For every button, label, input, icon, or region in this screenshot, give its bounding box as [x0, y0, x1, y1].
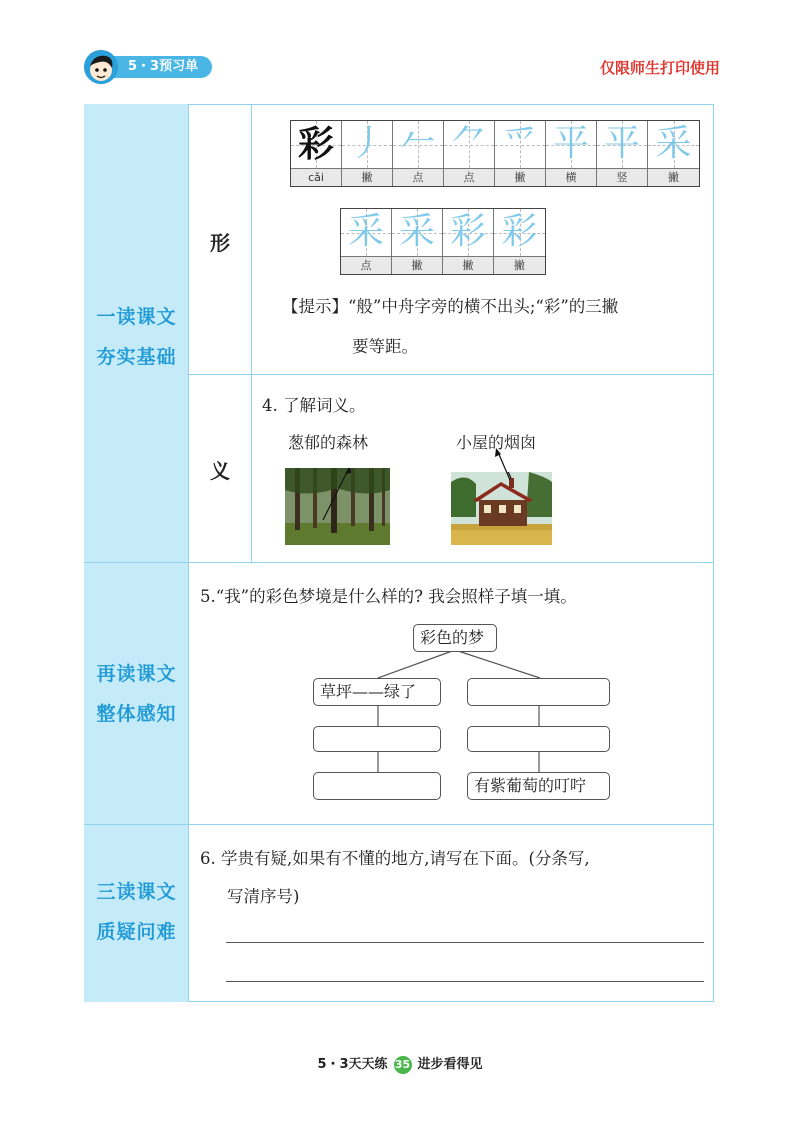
grid-cell [648, 121, 699, 186]
answer-line[interactable] [226, 942, 704, 943]
page-number: 35 [394, 1056, 412, 1074]
divider [84, 824, 714, 825]
grid-glyph: 平 [552, 123, 589, 164]
series-badge: 5・3预习单 [106, 56, 212, 78]
grid-cell [444, 121, 495, 186]
grid-glyph: 平 [603, 123, 640, 164]
hint-line-1: 【提示】“般”中舟字旁的横不出头;“彩”的三撇 [282, 297, 619, 316]
mind-map-left-1: 草坪——绿了 [313, 678, 441, 706]
mind-map-right-1[interactable] [467, 678, 610, 706]
chimney-arrow [490, 448, 520, 482]
mascot-icon [84, 50, 118, 84]
grid-label: cǎi [291, 169, 341, 186]
grid-label: 点 [341, 257, 391, 274]
hint-line-2: 要等距。 [352, 337, 418, 356]
divider [251, 104, 252, 562]
grid-glyph: ⺈ [450, 123, 487, 164]
grid-glyph: 采 [398, 211, 435, 252]
section-1-side [84, 104, 189, 562]
grid-glyph: 彩 [449, 211, 486, 252]
grid-cell [495, 121, 546, 186]
grid-label: 撇 [443, 257, 493, 274]
question-5: 5.“我”的彩色梦境是什么样的? 我会照样子填一填。 [200, 587, 577, 606]
grid-cell [393, 121, 444, 186]
question-4: 4. 了解词义。 [262, 396, 366, 415]
mind-map-root: 彩色的梦 [413, 624, 497, 652]
word-chimney: 小屋的烟囱 [456, 433, 537, 452]
grid-glyph: 彩 [501, 211, 538, 252]
grid-label: 撇 [494, 257, 545, 274]
section-1-title: 一读课文 [96, 306, 177, 328]
house-photo [451, 472, 552, 545]
divider [84, 562, 714, 563]
grid-glyph: 𠂉 [399, 123, 436, 164]
grid-cell [597, 121, 648, 186]
grid-label: 点 [444, 169, 494, 186]
section-2-title: 再读课文 [96, 663, 177, 685]
section-1-subtitle: 夯实基础 [96, 346, 177, 368]
grid-cell [546, 121, 597, 186]
stroke-order-grid [290, 120, 700, 187]
grid-cell [392, 209, 443, 274]
grid-label: 撇 [495, 169, 545, 186]
section-3-subtitle: 质疑问难 [96, 921, 177, 943]
page-header [84, 50, 724, 84]
section-2-side [84, 562, 189, 824]
page-footer [0, 1053, 800, 1074]
mind-map-left-2[interactable] [313, 726, 441, 752]
meaning-label: 义 [210, 459, 230, 483]
grid-cell [341, 209, 392, 274]
grid-cell [342, 121, 393, 186]
grid-glyph: 采 [655, 123, 692, 164]
grid-label: 撇 [342, 169, 392, 186]
word-forest: 葱郁的森林 [288, 433, 369, 452]
divider [189, 374, 714, 375]
grid-label: 点 [393, 169, 443, 186]
section-3-side [84, 824, 189, 1002]
grid-label: 撇 [648, 169, 699, 186]
section-2-subtitle: 整体感知 [96, 703, 177, 725]
grid-glyph: 彩 [297, 123, 334, 165]
print-restriction: 仅限师生打印使用 [599, 59, 720, 77]
section-3-title: 三读课文 [96, 881, 177, 903]
stroke-order-grid-2 [340, 208, 546, 275]
footer-brand: 5・3天天练 [317, 1057, 388, 1072]
question-6: 6. 学贵有疑,如果有不懂的地方,请写在下面。(分条写, [200, 849, 590, 868]
grid-glyph: 丿 [348, 123, 385, 164]
grid-cell [494, 209, 545, 274]
grid-glyph: 采 [347, 211, 384, 252]
form-label: 形 [210, 231, 230, 255]
question-6-cont: 写清序号) [227, 887, 300, 906]
mind-map-right-2[interactable] [467, 726, 610, 752]
grid-glyph: 爫 [501, 123, 538, 164]
grid-label: 横 [546, 169, 596, 186]
answer-line[interactable] [226, 981, 704, 982]
grid-label: 撇 [392, 257, 442, 274]
grid-cell [291, 121, 342, 186]
forest-photo [285, 468, 390, 545]
grid-label: 竖 [597, 169, 647, 186]
footer-slogan: 进步看得见 [417, 1057, 483, 1072]
grid-cell [443, 209, 494, 274]
mind-map-left-3[interactable] [313, 772, 441, 800]
mind-map-right-3: 有紫葡萄的叮咛 [467, 772, 610, 800]
